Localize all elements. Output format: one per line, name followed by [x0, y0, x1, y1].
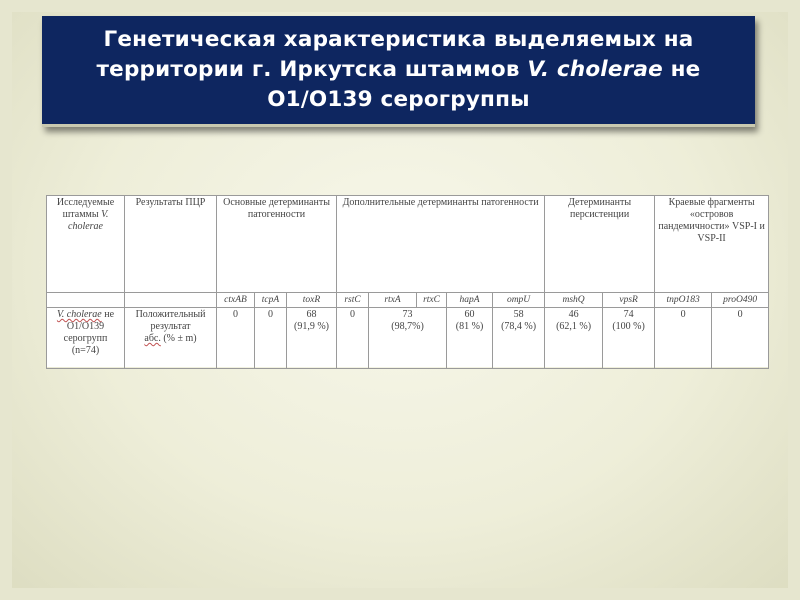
cell-hapA: 60 (81 %)	[447, 308, 493, 369]
title-banner	[42, 16, 755, 127]
table-row	[47, 308, 769, 369]
cell-rtx: 73 (98,7%)	[369, 308, 447, 369]
title-line-3: О1/О139 серогруппы	[267, 87, 530, 112]
cell-ompU: 58 (78,4 %)	[493, 308, 545, 369]
gene-blank-2	[125, 293, 217, 308]
header-strains: Исследуемые штаммы V. cholerae	[47, 196, 125, 293]
cell-vpsR: 74 (100 %)	[603, 308, 655, 369]
gene-tcpA: tcpA	[255, 293, 287, 308]
gene-ctxAB: ctxAB	[217, 293, 255, 308]
cell-tcpA: 0	[255, 308, 287, 369]
header-persistence: Детерминанты персистенции	[545, 196, 655, 293]
title-line-2c: не	[662, 57, 701, 82]
header-main-determinants: Основные детерминанты патогенности	[217, 196, 337, 293]
genetics-table	[46, 195, 769, 369]
title-species: V. cholerae	[527, 57, 663, 82]
slide-title	[87, 25, 711, 115]
header-pcr: Результаты ПЦР	[125, 196, 217, 293]
gene-hapA: hapA	[447, 293, 493, 308]
gene-rtxA: rtxA	[369, 293, 417, 308]
gene-rtxC: rtxC	[417, 293, 447, 308]
cell-rstC: 0	[337, 308, 369, 369]
header-edge-fragments: Краевые фрагменты «островов пандемичности» VSP-I и VSP-II	[655, 196, 769, 293]
gene-mshQ: mshQ	[545, 293, 603, 308]
title-line-2a: территории г. Иркутска штаммов	[96, 57, 528, 82]
gene-ompU: ompU	[493, 293, 545, 308]
cell-tnpO183: 0	[655, 308, 712, 369]
cell-pcr: Положительный результат абс. (% ± m)	[125, 308, 217, 369]
genetics-table-container	[46, 195, 768, 367]
gene-rstC: rstC	[337, 293, 369, 308]
header-extra-determinants: Дополнительные детерминанты патогенности	[337, 196, 545, 293]
gene-tnpO183: tnpO183	[655, 293, 712, 308]
gene-vpsR: vpsR	[603, 293, 655, 308]
gene-proO490: proO490	[712, 293, 769, 308]
cell-ctxAB: 0	[217, 308, 255, 369]
cell-strain: V. cholerae не О1/О139 серогрупп (n=74)	[47, 308, 125, 369]
cell-mshQ: 46 (62,1 %)	[545, 308, 603, 369]
gene-toxR: toxR	[287, 293, 337, 308]
gene-blank-1	[47, 293, 125, 308]
cell-toxR: 68 (91,9 %)	[287, 308, 337, 369]
cell-proO490: 0	[712, 308, 769, 369]
table-gene-row	[47, 293, 769, 308]
title-line-1: Генетическая характеристика выделяемых на	[103, 27, 694, 52]
table-header-row	[47, 196, 769, 293]
